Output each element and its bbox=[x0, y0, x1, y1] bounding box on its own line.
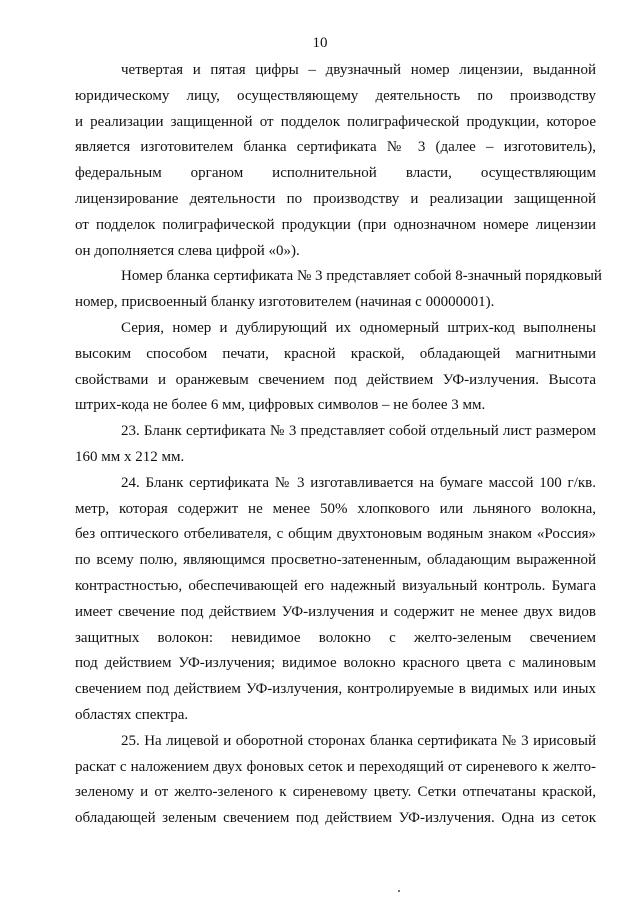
text-line: имеет свечение под действием УФ-излучения и содержит не менее двух видов bbox=[75, 603, 596, 620]
paragraph-blank-number bbox=[75, 264, 602, 316]
page-number: 10 bbox=[312, 35, 328, 51]
text-line: 23. Бланк сертификата № 3 представляет собой отдельный лист размером bbox=[121, 423, 596, 440]
text-line: юридическому лицу, осуществляющему деятельность по производству bbox=[75, 87, 596, 104]
text-line: под действием УФ-излучения; видимое волокно красного цвета с малиновым bbox=[75, 655, 596, 672]
text-line: номер, присвоенный бланку изготовителем (начиная с 00000001). bbox=[75, 294, 495, 311]
paragraph-license-number bbox=[75, 58, 596, 264]
text-line: по всему полю, являющимся просветно-затененным, обладающим выраженной bbox=[75, 552, 596, 569]
document-body bbox=[75, 58, 602, 832]
paragraph-item-24 bbox=[75, 471, 596, 729]
text-line: штрих-кода не более 6 мм, цифровых символов – не более 3 мм. bbox=[75, 397, 486, 414]
text-line: контрастностью, обеспечивающей его надежный визуальный контроль. Бумага bbox=[75, 577, 596, 594]
text-line: 25. На лицевой и оборотной сторонах бланка сертификата № 3 ирисовый bbox=[121, 732, 596, 749]
text-line: Номер бланка сертификата № 3 представляет собой 8-значный порядковый bbox=[121, 268, 602, 285]
paragraph-series-barcode bbox=[75, 316, 596, 419]
paragraph-item-23 bbox=[75, 419, 596, 471]
scan-speck bbox=[398, 890, 400, 892]
text-line: метр, которая содержит не менее 50% хлопкового или льняного волокна, bbox=[75, 500, 596, 517]
text-line: высоким способом печати, красной краской, обладающей магнитными bbox=[75, 345, 596, 362]
text-line: 24. Бланк сертификата № 3 изготавливается на бумаге массой 100 г/кв. bbox=[121, 474, 596, 491]
text-line: федеральным органом исполнительной власти, осуществляющим bbox=[75, 165, 596, 182]
text-line: без оптического отбеливателя, с общим двухтоновым водяным знаком «Россия» bbox=[75, 526, 596, 543]
text-line: защитных волокон: невидимое волокно с желто-зеленым свечением bbox=[75, 629, 596, 646]
text-line: свойствами и оранжевым свечением под действием УФ-излучения. Высота bbox=[75, 371, 596, 388]
text-line: свечением под действием УФ-излучения, контролируемые в видимых или иных bbox=[75, 681, 596, 698]
text-line: лицензирование деятельности по производству и реализации защищенной bbox=[75, 190, 596, 207]
text-line: зеленому и от желто-зеленого к сиреневому цвету. Сетки отпечатаны краской, bbox=[75, 784, 596, 801]
text-line: Серия, номер и дублирующий их одномерный штрих-код выполнены bbox=[121, 319, 596, 336]
text-line: от подделок полиграфической продукции (при однозначном номере лицензии bbox=[75, 216, 596, 233]
text-line: обладающей зеленым свечением под действием УФ-излучения. Одна из сеток bbox=[75, 810, 596, 827]
paragraph-item-25 bbox=[75, 729, 596, 832]
text-line: является изготовителем бланка сертификата № 3 (далее – изготовитель), bbox=[75, 139, 596, 156]
text-line: 160 мм х 212 мм. bbox=[75, 448, 185, 465]
text-line: он дополняется слева цифрой «0»). bbox=[75, 242, 300, 259]
text-line: областях спектра. bbox=[75, 706, 189, 723]
text-line: четвертая и пятая цифры – двузначный номер лицензии, выданной bbox=[121, 62, 596, 78]
text-line: и реализации защищенной от подделок полиграфической продукции, которое bbox=[75, 113, 596, 130]
text-line: раскат с наложением двух фоновых сеток и переходящий от сиреневого к желто- bbox=[75, 758, 596, 775]
